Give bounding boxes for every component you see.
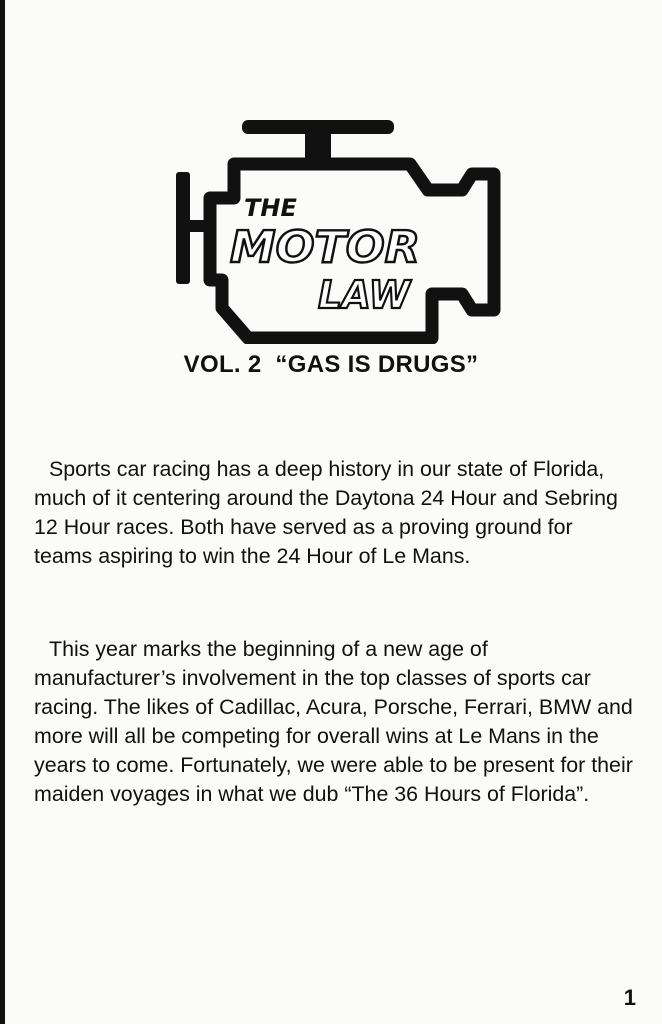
logo-text-the: THE (244, 194, 297, 222)
page-number: 1 (623, 985, 636, 1010)
logo-text-law: LAW (318, 273, 413, 317)
paragraph-1: Sports car racing has a deep history in our state of Florida, much of it centering around the Daytona 24 Hour and Sebring 12 Hour races. Both have served as a proving ground for teams aspiring to win the 24 Hour of Le Mans. (34, 457, 618, 568)
logo-text-motor: MOTOR (230, 222, 420, 273)
engine-check-light-icon (170, 112, 510, 344)
page-edge-shadow (0, 0, 5, 1024)
paragraph-2: This year marks the beginning of a new age of manufacturer’s involvement in the top classes of sports car racing. The likes of Cadillac, Acura, Porsche, Ferrari, BMW and more will all be competing for overall wins at Le Mans in the years to come. Fortunately, we were able to be present for their maiden voyages in what we dub “The 36 Hours of Florida”. (34, 637, 633, 806)
motor-law-logo (170, 112, 510, 344)
volume-title: VOL. 2 “GAS IS DRUGS” (183, 351, 479, 378)
